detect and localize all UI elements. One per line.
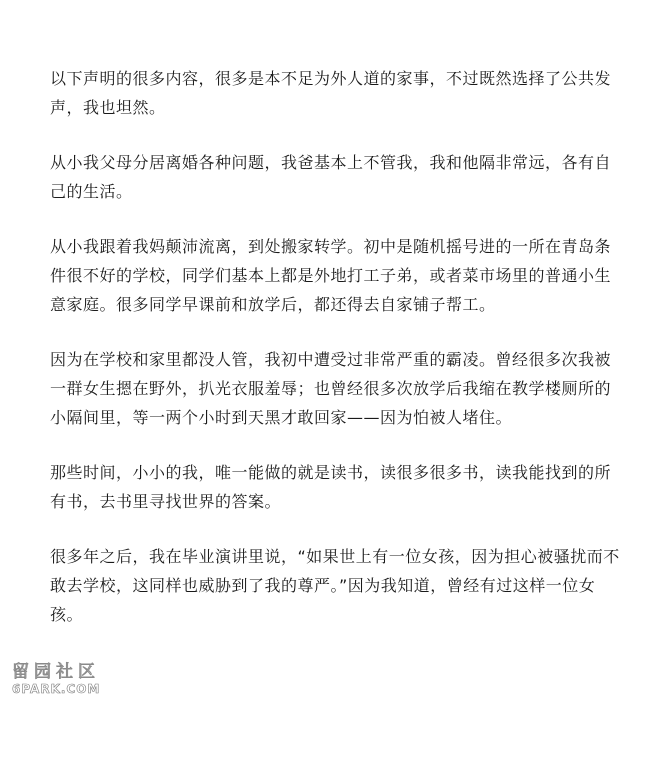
- paragraph-line: 很多年之后，我在毕业演讲里说，“如果世上有一位女孩，因为担心被骚扰而不: [50, 547, 620, 566]
- watermark-url-text: 6PARK.COM: [12, 682, 101, 696]
- paragraph-line: 声，我也坦然。: [50, 98, 166, 117]
- paragraph-line: 一群女生摁在野外，扒光衣服羞辱；也曾经很多次放学后我缩在教学楼厕所的: [50, 379, 612, 398]
- statement-document: [50, 64, 640, 655]
- paragraph-line: 因为在学校和家里都没人管，我初中遭受过非常严重的霸凌。曾经很多次我被: [50, 350, 612, 369]
- paragraph-line: 从小我父母分居离婚各种问题，我爸基本上不管我，我和他隔非常远，各有自: [50, 153, 612, 172]
- paragraph-line: 件很不好的学校，同学们基本上都是外地打工子弟，或者菜市场里的普通小生: [50, 266, 612, 285]
- paragraph-line: 那些时间，小小的我，唯一能做的就是读书，读很多很多书，读我能找到的所: [50, 463, 612, 482]
- paragraph-1: [50, 64, 640, 122]
- watermark-chinese-text: 留园社区: [12, 662, 100, 682]
- paragraph-line: 意家庭。很多同学早课前和放学后，都还得去自家铺子帮工。: [50, 295, 496, 314]
- site-watermark: [12, 662, 112, 696]
- paragraph-line: 孩。: [50, 605, 84, 624]
- paragraph-line: 以下声明的很多内容，很多是本不足为外人道的家事，不过既然选择了公共发: [50, 69, 612, 88]
- paragraph-line: 从小我跟着我妈颠沛流离，到处搬家转学。初中是随机摇号进的一所在青岛条: [50, 237, 612, 256]
- paragraph-2: [50, 148, 640, 206]
- paragraph-line: 敢去学校，这同样也威胁到了我的尊严。”因为我知道，曾经有过这样一位女: [50, 576, 596, 595]
- paragraph-line: 己的生活。: [50, 182, 133, 201]
- paragraph-5: [50, 458, 640, 516]
- paragraph-line: 有书，去书里寻找世界的答案。: [50, 492, 282, 511]
- paragraph-line: 小隔间里，等一两个小时到天黑才敢回家——因为怕被人堵住。: [50, 408, 513, 427]
- paragraph-3: [50, 232, 640, 319]
- paragraph-6: [50, 542, 640, 629]
- paragraph-4: [50, 345, 640, 432]
